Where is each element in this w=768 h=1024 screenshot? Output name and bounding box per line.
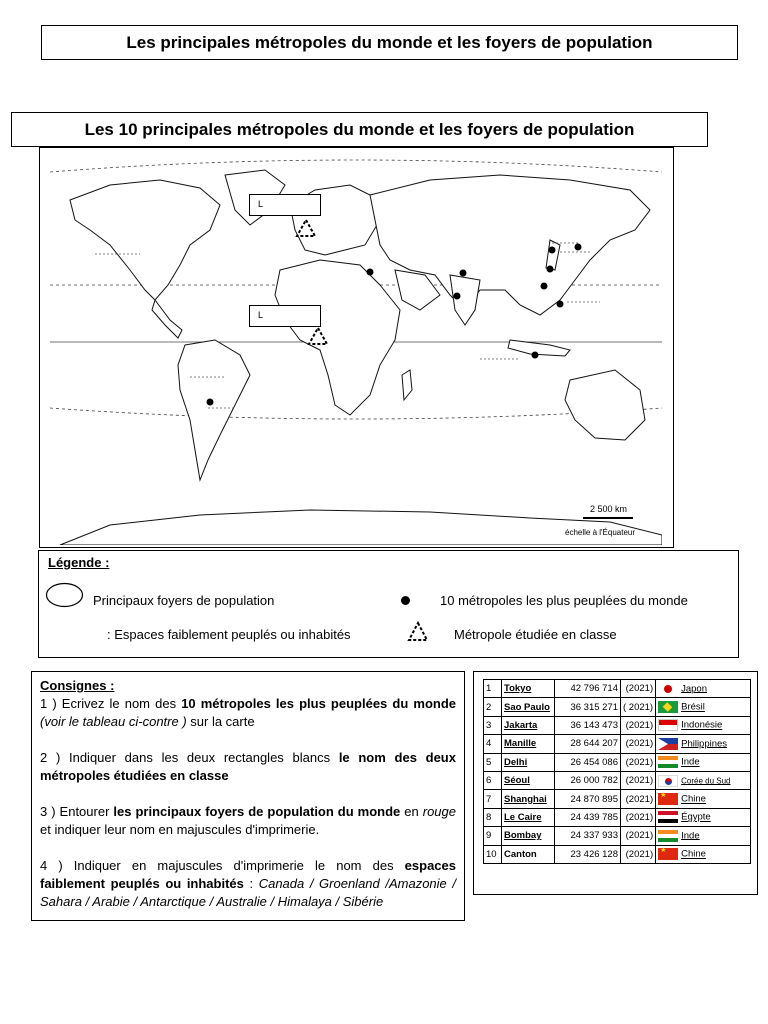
rank-cell: 3 [484,716,502,734]
flag-icon [658,683,678,695]
country-cell: Indonésie [656,716,751,734]
dot-icon [401,596,410,605]
year-cell: (2021) [621,845,656,863]
year-cell: (2021) [621,771,656,789]
city-cell: Manille [502,735,555,753]
country-cell: Égypte [656,808,751,826]
population-cell: 36 143 473 [555,716,621,734]
table-row [484,716,751,734]
population-cell: 36 315 271 [555,698,621,716]
rank-cell: 4 [484,735,502,753]
consigne-2: 2 ) Indiquer dans les deux rectangles blancs le nom des deux métropoles étudiées en classe [40,750,456,783]
flag-icon [658,756,678,768]
population-cell: 24 337 933 [555,827,621,845]
flag-icon [658,775,678,787]
legend [38,550,739,658]
table-row [484,680,751,698]
year-cell: ( 2021) [621,698,656,716]
legend-foyers-label: Principaux foyers de population [93,593,275,608]
year-cell: (2021) [621,735,656,753]
consignes-title: Consignes : [40,678,115,693]
year-cell: (2021) [621,808,656,826]
city-cell: Shanghai [502,790,555,808]
flag-icon [658,738,678,750]
country-cell: Japon [656,680,751,698]
map-title: Les 10 principales métropoles du monde et les foyers de population [11,112,708,147]
flag-icon [658,793,678,805]
flag-icon [658,719,678,731]
year-cell: (2021) [621,680,656,698]
city-cell: Jakarta [502,716,555,734]
population-cell: 26 454 086 [555,753,621,771]
year-cell: (2021) [621,827,656,845]
dashed-triangle-icon [407,621,429,643]
population-cell: 26 000 782 [555,771,621,789]
label-rectangle-1[interactable]: L [249,194,321,216]
consignes-box [31,671,465,921]
legend-etudiee-label: Métropole étudiée en classe [454,627,617,642]
city-cell: Le Caire [502,808,555,826]
city-cell: Bombay [502,827,555,845]
rank-cell: 7 [484,790,502,808]
ellipse-icon [45,582,84,608]
table-row [484,845,751,863]
country-cell: Philippines [656,735,751,753]
rank-cell: 10 [484,845,502,863]
flag-icon [658,830,678,842]
table-row [484,771,751,789]
country-cell: Inde [656,753,751,771]
rank-cell: 2 [484,698,502,716]
flag-icon [658,811,678,823]
consigne-3: 3 ) Entourer les principaux foyers de population du monde en rouge et indiquer leur nom en majuscules d'imprimerie. [40,804,456,837]
legend-title: Légende : [48,555,110,570]
table-row [484,735,751,753]
country-cell: Corée du Sud [656,771,751,789]
city-cell: Séoul [502,771,555,789]
legend-metropoles-label: 10 métropoles les plus peuplées du monde [440,593,688,608]
rank-cell: 5 [484,753,502,771]
country-cell: ★ Chine [656,845,751,863]
cities-table-box [473,671,758,895]
rank-cell: 9 [484,827,502,845]
year-cell: (2021) [621,753,656,771]
cities-table [483,679,751,864]
city-cell: Sao Paulo [502,698,555,716]
consigne-1: 1 ) Ecrivez le nom des 10 métropoles les plus peuplées du monde (voir le tableau ci-contre ) sur la carte [40,696,456,729]
flag-icon [658,701,678,713]
label-rectangle-2[interactable]: L [249,305,321,327]
rank-cell: 6 [484,771,502,789]
scale-note: échelle à l'Équateur [565,528,636,537]
scale-label: 2 500 km [590,504,628,514]
year-cell: (2021) [621,716,656,734]
city-cell: Tokyo [502,680,555,698]
world-map [50,150,662,545]
table-row [484,808,751,826]
table-row [484,790,751,808]
rank-cell: 8 [484,808,502,826]
city-cell: Delhi [502,753,555,771]
country-cell: Inde [656,827,751,845]
population-cell: 42 796 714 [555,680,621,698]
population-cell: 24 439 785 [555,808,621,826]
consigne-4: 4 ) Indiquer en majuscules d'imprimerie le nom des espaces faiblement peuplés ou inhabités : Canada / Groenland /Amazonie / Sahara / Arabie / Antarctique / Australie / Himalaya / Sibérie [40,858,456,909]
table-row [484,698,751,716]
population-cell: 23 426 128 [555,845,621,863]
rank-cell: 1 [484,680,502,698]
table-row [484,827,751,845]
table-row [484,753,751,771]
city-cell: Canton [502,845,555,863]
main-title: Les principales métropoles du monde et les foyers de population [41,25,738,60]
year-cell: (2021) [621,790,656,808]
legend-espaces-label: : Espaces faiblement peuplés ou inhabités [107,627,351,642]
country-cell: Brésil [656,698,751,716]
flag-icon [658,848,678,860]
population-cell: 24 870 895 [555,790,621,808]
country-cell: ★ Chine [656,790,751,808]
population-cell: 28 644 207 [555,735,621,753]
